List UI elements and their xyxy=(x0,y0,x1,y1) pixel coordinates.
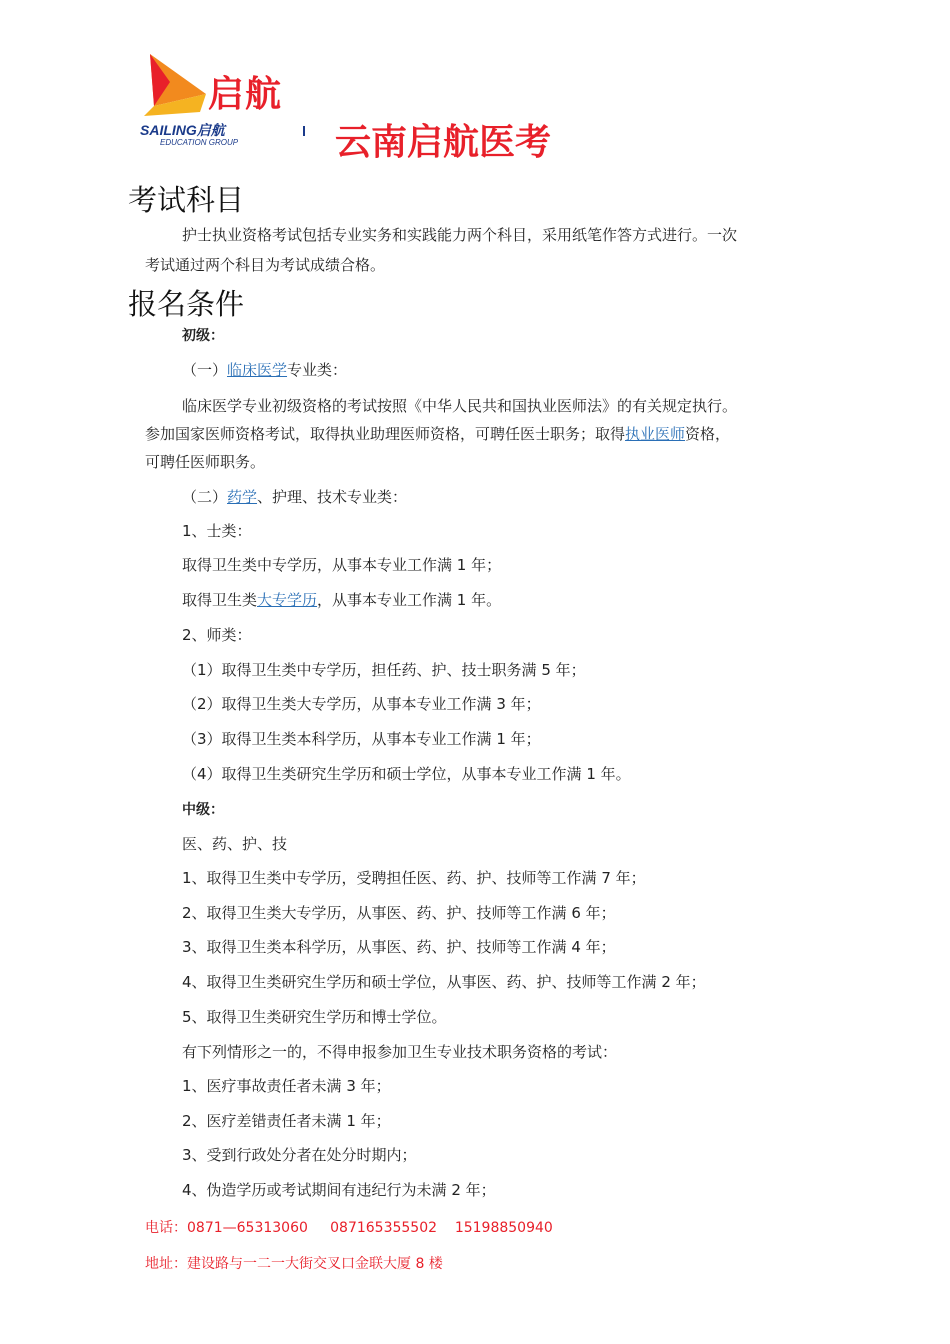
list-item: 5、取得卫生类研究生学历和博士学位。 xyxy=(182,1008,447,1026)
college-degree-link[interactable]: 大专学历 xyxy=(257,591,318,609)
pharmacy-link[interactable]: 药学 xyxy=(227,488,258,506)
exclusion-intro: 有下列情形之一的，不得申报参加卫生专业技术职务资格的考试： xyxy=(182,1043,618,1061)
list-item xyxy=(182,590,501,610)
text-segment: 取得卫生类 xyxy=(182,591,258,609)
list-item: 3、取得卫生类本科学历，从事医、药、护、技师等工作满 4 年； xyxy=(182,938,616,956)
list-item: （1）取得卫生类中专学历，担任药、护、技士职务满 5 年； xyxy=(182,661,586,679)
list-item: 4、伪造学历或考试期间有违纪行为未满 2 年； xyxy=(182,1181,496,1199)
list-item: 2、医疗差错责任者未满 1 年； xyxy=(182,1112,391,1130)
list-item: （3）取得卫生类本科学历，从事本专业工作满 1 年； xyxy=(182,730,541,748)
intermediate-subtitle: 医、药、护、技 xyxy=(182,835,288,853)
logo-brand: SAILING启航 xyxy=(140,122,225,138)
shi2-label: 2、师类： xyxy=(182,626,252,644)
licensed-physician-link[interactable]: 执业医师 xyxy=(625,425,686,443)
paragraph-line: 临床医学专业初级资格的考试按照《中华人民共和国执业医师法》的有关规定执行。 xyxy=(182,397,738,415)
text-segment: 资格， xyxy=(685,425,731,443)
paragraph-line: 护士执业资格考试包括专业实务和实践能力两个科目，采用纸笔作答方式进行。一次 xyxy=(182,226,738,244)
category-1-heading xyxy=(182,360,347,380)
list-item: （4）取得卫生类研究生学历和硕士学位，从事本专业工作满 1 年。 xyxy=(182,765,631,783)
paragraph-line xyxy=(145,424,730,444)
sail-icon xyxy=(140,52,210,118)
intermediate-label: 中级： xyxy=(182,802,224,818)
paragraph-line: 考试通过两个科目为考试成绩合格。 xyxy=(145,256,386,274)
sailing-logo xyxy=(140,52,315,152)
category-2-heading xyxy=(182,487,407,507)
text-segment: ，从事本专业工作满 1 年。 xyxy=(317,591,502,609)
list-item: （2）取得卫生类大专学历，从事本专业工作满 3 年； xyxy=(182,695,541,713)
logo-divider xyxy=(303,126,305,136)
category-prefix: （二） xyxy=(182,488,228,506)
list-item: 3、受到行政处分者在处分时期内； xyxy=(182,1146,417,1164)
list-item: 4、取得卫生类研究生学历和硕士学位，从事医、药、护、技师等工作满 2 年； xyxy=(182,973,706,991)
section-title-requirements: 报名条件 xyxy=(128,287,245,321)
list-item: 1、医疗事故责任者未满 3 年； xyxy=(182,1077,391,1095)
list-item: 1、取得卫生类中专学历，受聘担任医、药、护、技师等工作满 7 年； xyxy=(182,869,646,887)
logo-text: 启航 xyxy=(208,74,283,115)
category-prefix: （一） xyxy=(182,361,228,379)
clinical-medicine-link[interactable]: 临床医学 xyxy=(227,361,288,379)
paragraph-line: 可聘任医师职务。 xyxy=(145,453,266,471)
logo-subtitle: EDUCATION GROUP xyxy=(160,138,239,147)
list-item: 取得卫生类中专学历，从事本专业工作满 1 年； xyxy=(182,556,502,574)
text-segment: 参加国家医师资格考试，取得执业助理医师资格，可聘任医士职务；取得 xyxy=(145,425,626,443)
category-suffix: 专业类： xyxy=(287,361,348,379)
org-name: 云南启航医考 xyxy=(335,122,552,163)
contact-address: 地址：建设路与一二一大街交叉口金联大厦 8 楼 xyxy=(145,1256,443,1272)
shi-label: 1、士类： xyxy=(182,522,252,540)
category-suffix: 、护理、技术专业类： xyxy=(257,488,408,506)
junior-label: 初级： xyxy=(182,328,224,344)
contact-phone: 电话：0871—65313060 087165355502 15198850940 xyxy=(145,1220,553,1236)
list-item: 2、取得卫生类大专学历，从事医、药、护、技师等工作满 6 年； xyxy=(182,904,616,922)
section-title-exam-subjects: 考试科目 xyxy=(128,183,245,217)
